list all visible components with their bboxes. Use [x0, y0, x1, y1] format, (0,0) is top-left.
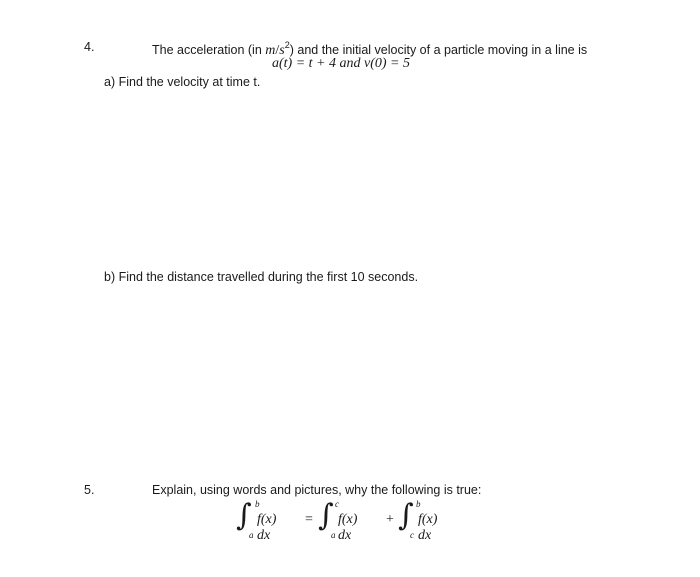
integral-3-lower: c	[410, 530, 414, 540]
integral-2-upper: c	[335, 499, 339, 509]
integral-sign-3: ∫	[398, 498, 414, 533]
plus-sign: +	[386, 512, 394, 527]
unit-exponent: 2	[284, 40, 290, 50]
problem-5-prompt: Explain, using words and pictures, why the following is true:	[152, 483, 482, 497]
problem-4-number: 4.	[84, 40, 95, 54]
intro-suffix: ) and the initial velocity of a particle moving in a line is	[289, 43, 588, 57]
intro-prefix: The acceleration (in	[152, 43, 266, 57]
integral-3-upper: b	[416, 499, 421, 509]
integral-sign-1: ∫	[236, 498, 252, 533]
unit-slash: /	[275, 43, 280, 58]
problem-4-part-a: a) Find the velocity at time t.	[104, 75, 261, 89]
unit-s: s	[279, 43, 285, 58]
problem-4-equation: a(t) = t + 4 and v(0) = 5	[272, 56, 410, 71]
integral-2-lower: a	[331, 530, 336, 540]
equals-sign: =	[305, 512, 313, 527]
unit-m: m	[265, 43, 276, 58]
integral-1-integrand: f(x) dx	[257, 512, 277, 543]
integral-1-upper: b	[255, 499, 260, 509]
problem-5-number: 5.	[84, 483, 95, 497]
integral-3-integrand: f(x) dx	[418, 512, 438, 543]
problem-4-part-b: b) Find the distance travelled during the first 10 seconds.	[104, 270, 419, 284]
integral-sign-2: ∫	[318, 498, 334, 533]
integral-2-integrand: f(x) dx	[338, 512, 358, 543]
integral-1-lower: a	[249, 530, 254, 540]
